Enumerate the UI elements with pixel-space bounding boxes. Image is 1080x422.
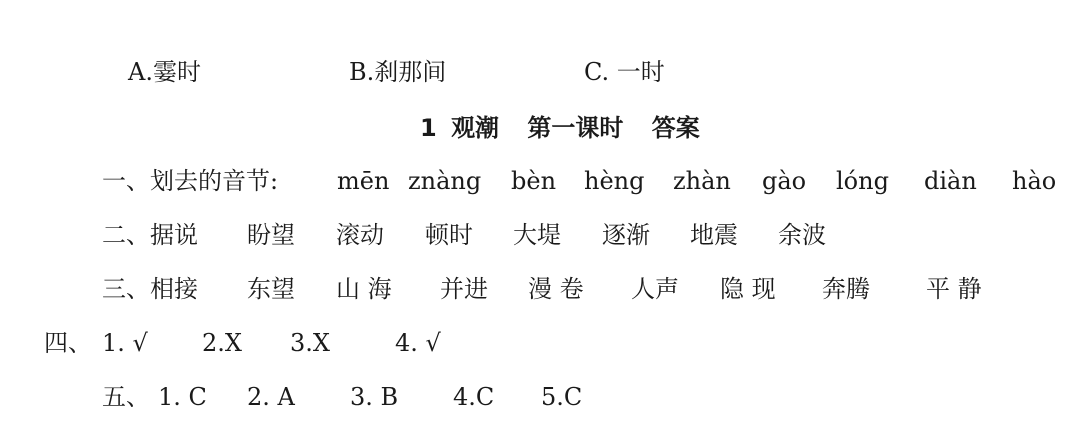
q2-word: 顿时 bbox=[425, 221, 473, 249]
q4-label: 四、 bbox=[44, 329, 92, 357]
q5-answer: 3. B bbox=[350, 383, 399, 411]
q5-answer: 1. C bbox=[158, 383, 207, 411]
q3-word: 奔腾 bbox=[822, 275, 870, 303]
q2-word: 逐渐 bbox=[602, 221, 650, 249]
q2-word: 地震 bbox=[690, 221, 738, 249]
q1-syllable: gào bbox=[762, 167, 807, 195]
q3-word: 并进 bbox=[440, 275, 488, 303]
q4-answer: 3.X bbox=[290, 329, 330, 357]
q1-syllable: lóng bbox=[836, 167, 889, 195]
q2-word: 盼望 bbox=[247, 221, 295, 249]
q1-syllable: bèn bbox=[511, 167, 557, 195]
q3-word: 山 海 bbox=[336, 275, 392, 303]
q2-label: 二、 bbox=[102, 221, 150, 249]
page-title bbox=[420, 113, 700, 143]
q2-word: 据说 bbox=[150, 221, 198, 249]
q4-answer: 2.X bbox=[202, 329, 242, 357]
q3-word: 相接 bbox=[150, 275, 198, 303]
q2-word: 大堤 bbox=[513, 221, 561, 249]
q2-word: 滚动 bbox=[336, 221, 384, 249]
option-b: B.刹那间 bbox=[349, 58, 447, 86]
title-answer: 答案 bbox=[651, 114, 700, 142]
q3-word: 隐 现 bbox=[720, 275, 776, 303]
q1-syllable: mēn bbox=[337, 167, 390, 195]
option-a: A.霎时 bbox=[128, 58, 201, 86]
title-session: 第一课时 bbox=[527, 114, 624, 142]
q4-answer: 1. √ bbox=[102, 329, 148, 357]
q1-syllable: diàn bbox=[924, 167, 977, 195]
title-number: 1 bbox=[420, 114, 437, 142]
q5-answer: 5.C bbox=[541, 383, 583, 411]
q2-word: 余波 bbox=[778, 221, 826, 249]
q3-word: 漫 卷 bbox=[528, 275, 584, 303]
q3-word: 人声 bbox=[631, 275, 679, 303]
option-c: C. 一时 bbox=[584, 58, 665, 86]
q5-answer: 2. A bbox=[247, 383, 295, 411]
q5-label: 五、 bbox=[102, 383, 150, 411]
title-lesson: 观潮 bbox=[451, 114, 500, 142]
q1-label: 一、划去的音节: bbox=[102, 167, 279, 195]
q4-answer: 4. √ bbox=[395, 329, 441, 357]
q3-label: 三、 bbox=[102, 275, 150, 303]
q5-answer: 4.C bbox=[453, 383, 495, 411]
q3-word: 平 静 bbox=[926, 275, 982, 303]
q1-syllable: hào bbox=[1012, 167, 1057, 195]
q1-syllable: znàng bbox=[408, 167, 482, 195]
q1-syllable: hèng bbox=[584, 167, 645, 195]
q1-syllable: zhàn bbox=[673, 167, 731, 195]
q3-word: 东望 bbox=[247, 275, 295, 303]
